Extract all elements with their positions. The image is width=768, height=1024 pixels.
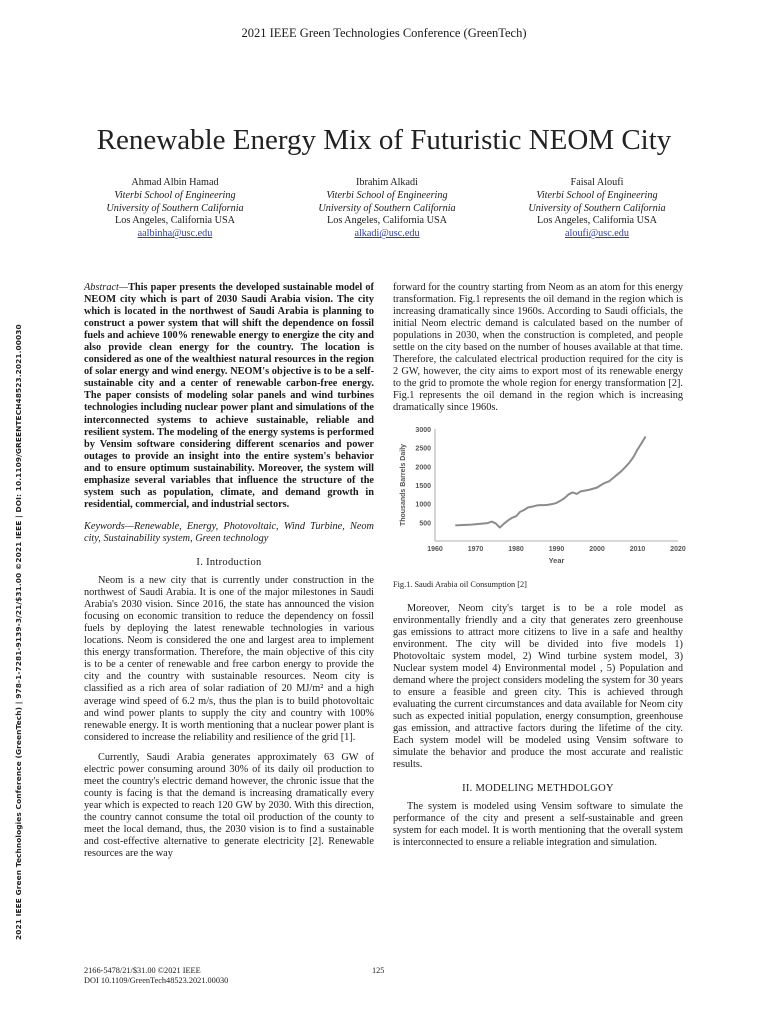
author-university: University of Southern California (528, 202, 666, 214)
chart-x-axis-label: Year (548, 555, 565, 565)
chart-x-tick-label: 1970 (467, 545, 484, 553)
author-name: Faisal Aloufi (570, 177, 624, 188)
intro-paragraph-1: Neom is a new city that is currently under construction in the northwest of Saudi Arabia. It is one of the major milestones in Saudi Arabia's 2030 vision. Since 2016, the state has announced the vision focusing on economic transition to reduce the dependency on fossil fuels by deploying the latest renewable technologies in various locations. Neom is considered the one and largest area to implement this energy transformation. Therefore, the main objective of this city is to be a center of renewable and free carbon energy to provide the city and the country with sustainable resources. Neom city is classified as a rich area of solar radiation of 20 MJ/m² and a high average wind speed of 6.2 m/s, thus the plan is to build photovoltaic and wind power plants to supply the city and country with 100% renewable energy. It is worth mentioning that a nuclear power plant is considered to increase the reliability and resilience of the grid [1]. (84, 575, 374, 743)
conference-header: 2021 IEEE Green Technologies Conference (GreenTech) (241, 26, 527, 40)
author-name: Ahmad Albin Hamad (131, 177, 219, 188)
chart-y-tick-label: 3000 (415, 426, 431, 434)
left-column (84, 282, 374, 860)
chart-y-tick-label: 1000 (415, 501, 431, 509)
right-paragraph-2: Moreover, Neom city's target is to be a role model as environmentally friendly and a city that generates zero greenhouse gas emissions to attract more citizens to live in a safe and healthy environment. The city will be divided into five models 1) Photovoltaic system model, 2) Wind turbine system model, 3) Nuclear system model 4) Environmental model , 5) Population and demand where the project considers modeling the system for 30 years to ensure a feasible and green city. This is achieved through evaluating the current circumstances and data available for Neom city such as expected initial population, energy consumption, greenhouse gas emission, and attractive factors during the lifetime of the city. Each system model will be modeled using Vensim software to simulate the behavior and produce the most accurate and realistic results. (393, 602, 683, 771)
author-university: University of Southern California (318, 202, 456, 214)
paper-title: Renewable Energy Mix of Futuristic NEOM City (96, 124, 672, 156)
chart-y-tick-label: 2500 (415, 445, 431, 453)
abstract (84, 282, 374, 511)
chart-x-tick-label: 2010 (629, 545, 646, 553)
chart-y-tick-label: 2000 (415, 463, 431, 471)
side-doi-strip: 2021 IEEE Green Technologies Conference (GreenTech) | 978-1-7281-9139-3/21/$31.00 ©2021 IEEE | DOI: 10.1109/GREENTECH48523.2021.00030 (14, 324, 23, 940)
author-department: Viterbi School of Engineering (536, 189, 658, 201)
author-block-3 (482, 177, 712, 241)
abstract-lead: Abstract— (84, 282, 129, 293)
footer-issn: 2166-5478/21/$31.00 ©2021 IEEE (84, 966, 201, 975)
chart-y-tick-label: 1500 (415, 482, 431, 490)
author-block-1 (60, 177, 290, 241)
author-block-2 (272, 177, 502, 241)
author-email-link[interactable]: aalbinha@usc.edu (137, 228, 213, 240)
chart-x-tick-label: 1980 (508, 545, 524, 553)
figure-caption: Fig.1. Saudi Arabia oil Consumption [2] (393, 579, 527, 589)
chart-plot-area (400, 427, 686, 565)
author-location: Los Angeles, California USA (115, 215, 235, 227)
footer-doi: DOI 10.1109/GreenTech48523.2021.00030 (84, 976, 229, 985)
right-paragraph-1: forward for the country starting from Neom as an atom for this energy transformation. Fig.1 represents the oil demand in the region which is increasing dramatically since 1960s. According to Saudi officials, the initial Neom electric demand is calculated based on the number of populations in 2030, when the construction is completed, and people settle on the city based on the number of houses available at that time. Therefore, the calculated electrical production required for the city is 2 GW, however, the city aims to export most of its renewable energy to the grid to promote the whole region for energy transformation [2]. Fig.1 represents the oil demand in the region which is increasing dramatically since 1960s. (393, 282, 683, 414)
chart-x-tick-label: 2020 (670, 545, 686, 553)
chart-x-tick-label: 1990 (548, 545, 565, 553)
right-paragraph-3: The system is modeled using Vensim software to simulate the performance of the city and present a self-sustainable and green system for each model. It is worth mentioning that the overall system is interconnected to ensure a reliable integration and simulation. (393, 801, 683, 849)
oil-consumption-chart (393, 423, 686, 573)
author-department: Viterbi School of Engineering (114, 189, 236, 201)
page-number: 125 (372, 966, 385, 975)
author-department: Viterbi School of Engineering (326, 189, 448, 201)
author-location: Los Angeles, California USA (327, 215, 447, 227)
author-email-link[interactable]: alkadi@usc.edu (354, 228, 420, 240)
chart-y-axis-label: Thousands Barrels Daily (400, 443, 407, 526)
keywords: Keywords—Renewable, Energy, Photovoltaic, Wind Turbine, Neom city, Sustainability system, Green technology (84, 520, 374, 544)
chart-x-tick-label: 1960 (427, 545, 443, 553)
author-name: Ibrahim Alkadi (356, 177, 418, 188)
footer-copyright (84, 966, 228, 986)
right-column (393, 282, 686, 849)
author-email-link[interactable]: aloufi@usc.edu (565, 228, 629, 240)
abstract-text: This paper presents the developed sustainable model of NEOM city which is part of 2030 Saudi Arabia vision. The city which is located in the northwest of Saudi Arabia is planning to construct a power system that will shift the dependence on fossil fuels and achieve 100% renewable energy to energize the city and also provide clean energy for the country. The location is considered as one of the wealthiest natural resources in the region of solar energy and wind energy. NEOM's objective is to be a self-sustainable city and a center of renewable carbon-free energy. The paper consists of modeling solar panels and wind turbines technologies including nuclear power plant and simulations of the interconnected systems to achieve sustainable, reliable and resilient system. The modeling of the energy systems is performed by Vensim software considering different scenarios and power outages to provide an insight into the entire system's behavior and to ensure optimum sustainability. Moreover, the system will emphasize several variables that influence the structure of the system such as population, climate, and demand growth in residential, commercial, and industrial sectors. (84, 282, 374, 510)
author-university: University of Southern California (106, 202, 244, 214)
chart-x-tick-label: 2000 (589, 545, 605, 553)
chart-y-tick-label: 500 (419, 519, 431, 527)
section-heading-modeling: II. MODELING METHDOLGOY (462, 783, 614, 795)
author-location: Los Angeles, California USA (537, 215, 657, 227)
section-heading-introduction: I. Introduction (196, 556, 262, 568)
chart-series-line (455, 436, 645, 527)
intro-paragraph-2: Currently, Saudi Arabia generates approximately 63 GW of electric power consuming around 30% of its daily oil production to meet the country's electric demand however, the chronic issue that the county is facing is that the demand is increasing dramatically every year which is expected to reach 120 GW by 2030. With this direction, the country cannot consume the total oil production of the county to meet the local demand, thus, the 2030 vision is to find a sustainable and cost-effective alternative to generate electricity [2]. Renewable resources are the way (84, 751, 374, 860)
